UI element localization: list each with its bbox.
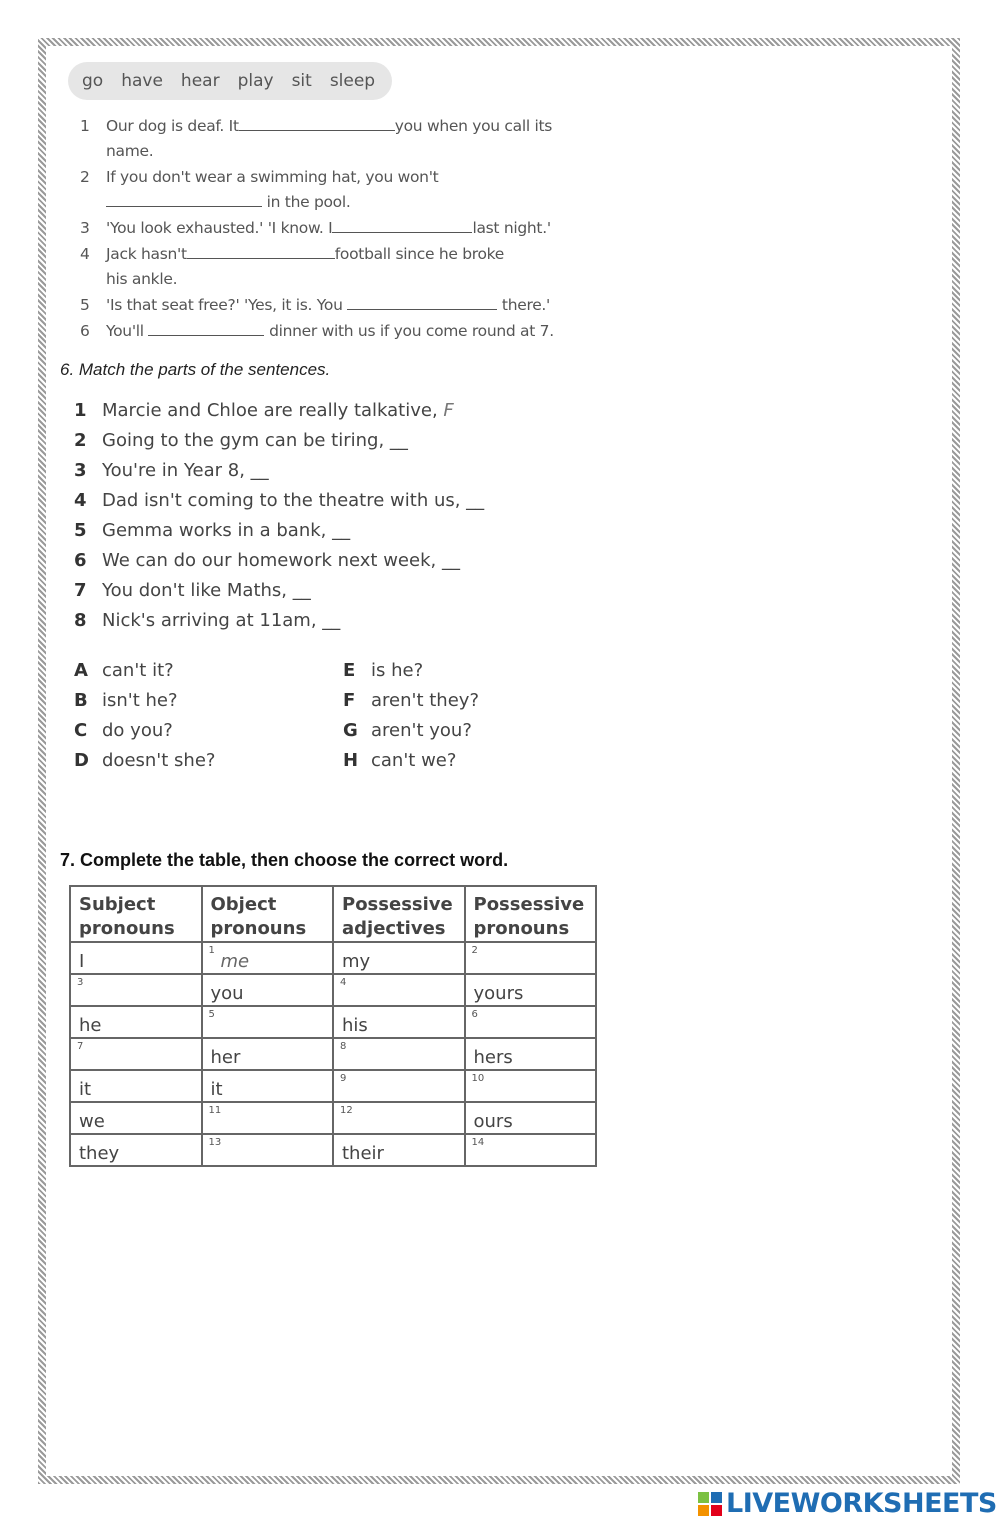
item-text: name. bbox=[106, 142, 154, 160]
pronoun-table bbox=[69, 885, 597, 1167]
cell-number: 13 bbox=[208, 1137, 222, 1148]
sentence-number: 1 bbox=[74, 400, 87, 421]
sentence-number: 7 bbox=[74, 580, 87, 601]
cell-number: 5 bbox=[208, 1009, 215, 1020]
exercise-5-item-cont bbox=[106, 190, 351, 214]
table-row bbox=[70, 942, 596, 974]
sentence-text[interactable]: Going to the gym can be tiring, __ bbox=[102, 430, 408, 451]
cell-value: it bbox=[79, 1079, 92, 1100]
option-letter: D bbox=[74, 750, 89, 771]
sentence-text[interactable]: Gemma works in a bank, __ bbox=[102, 520, 351, 541]
item-text: last night.' bbox=[472, 219, 551, 237]
option-letter: C bbox=[74, 720, 88, 741]
cell-value: he bbox=[79, 1015, 102, 1036]
table-row bbox=[70, 974, 596, 1006]
item-text: in the pool. bbox=[266, 193, 351, 211]
liveworksheets-logo bbox=[698, 1488, 997, 1519]
option-row bbox=[343, 656, 423, 686]
exercise-5-item bbox=[80, 114, 552, 138]
table-cell[interactable] bbox=[465, 1070, 597, 1102]
table-row bbox=[70, 1070, 596, 1102]
cell-value bbox=[474, 943, 588, 951]
column-header: Possessive adjectives bbox=[333, 886, 465, 942]
item-text: dinner with us if you come round at 7. bbox=[269, 322, 554, 340]
table-cell bbox=[202, 1070, 334, 1102]
cell-value bbox=[342, 975, 456, 983]
table-cell bbox=[465, 1102, 597, 1134]
cell-value bbox=[79, 975, 193, 983]
table-cell[interactable] bbox=[202, 1006, 334, 1038]
sentence-number: 2 bbox=[74, 430, 87, 451]
answer-blank[interactable] bbox=[106, 192, 262, 207]
answer-blank[interactable] bbox=[347, 295, 497, 310]
option-text: doesn't she? bbox=[102, 750, 216, 771]
cell-number: 8 bbox=[340, 1041, 347, 1052]
table-row bbox=[70, 1102, 596, 1134]
table-cell bbox=[202, 942, 334, 974]
exercise-7-heading: 7. Complete the table, then choose the correct word. bbox=[60, 850, 509, 870]
sentence-row bbox=[74, 396, 454, 426]
cell-value bbox=[474, 1135, 588, 1143]
cell-number: 9 bbox=[340, 1073, 347, 1084]
item-text: you when you call its bbox=[394, 117, 553, 135]
cell-value: yours bbox=[473, 983, 524, 1004]
table-cell[interactable] bbox=[465, 1134, 597, 1166]
word-box bbox=[68, 62, 392, 100]
cell-value: her bbox=[210, 1047, 241, 1068]
word-box-item: sleep bbox=[329, 71, 376, 91]
table-cell[interactable] bbox=[70, 974, 202, 1006]
cell-value: they bbox=[79, 1143, 120, 1164]
answer-blank[interactable] bbox=[148, 321, 264, 336]
option-row bbox=[343, 716, 472, 746]
item-number: 5 bbox=[80, 296, 90, 314]
table-cell bbox=[465, 974, 597, 1006]
cell-number: 10 bbox=[471, 1073, 485, 1084]
sentence-row bbox=[74, 546, 460, 576]
sentence-answer[interactable]: F bbox=[443, 400, 454, 421]
table-cell[interactable] bbox=[70, 1038, 202, 1070]
sentence-row bbox=[74, 516, 350, 546]
table-cell[interactable] bbox=[465, 1006, 597, 1038]
table-cell bbox=[333, 1006, 465, 1038]
cell-value: hers bbox=[473, 1047, 513, 1068]
option-letter: G bbox=[343, 720, 358, 741]
sentence-number: 3 bbox=[74, 460, 87, 481]
cell-value bbox=[211, 1103, 325, 1111]
sentence-number: 5 bbox=[74, 520, 87, 541]
item-text: Jack hasn't bbox=[106, 245, 187, 263]
option-text: can't we? bbox=[371, 750, 457, 771]
column-header: Possessive pronouns bbox=[465, 886, 597, 942]
sentence-row bbox=[74, 576, 311, 606]
word-box-item: play bbox=[237, 71, 274, 91]
option-letter: E bbox=[343, 660, 356, 681]
table-cell bbox=[70, 1134, 202, 1166]
table-cell bbox=[333, 942, 465, 974]
answer-blank[interactable] bbox=[332, 218, 472, 233]
option-letter: A bbox=[74, 660, 88, 681]
sentence-text[interactable]: Nick's arriving at 11am, __ bbox=[102, 610, 341, 631]
option-row bbox=[74, 746, 215, 776]
table-cell bbox=[333, 1134, 465, 1166]
column-header: Subject pronouns bbox=[70, 886, 202, 942]
item-number: 2 bbox=[80, 168, 90, 186]
table-cell[interactable] bbox=[202, 1134, 334, 1166]
cell-value bbox=[474, 1007, 588, 1015]
item-number: 4 bbox=[80, 245, 90, 263]
exercise-6-heading: 6. Match the parts of the sentences. bbox=[60, 360, 331, 379]
answer-blank[interactable] bbox=[187, 244, 335, 259]
sentence-text[interactable]: We can do our homework next week, __ bbox=[102, 550, 460, 571]
word-box-item: hear bbox=[180, 71, 220, 91]
item-text: there.' bbox=[501, 296, 551, 314]
cell-value: his bbox=[342, 1015, 368, 1036]
sentence-number: 6 bbox=[74, 550, 87, 571]
option-row bbox=[74, 656, 174, 686]
option-row bbox=[74, 686, 178, 716]
cell-value: ours bbox=[473, 1111, 513, 1132]
table-cell bbox=[70, 1006, 202, 1038]
cell-number: 12 bbox=[340, 1105, 353, 1116]
cell-number: 1 bbox=[208, 945, 215, 956]
table-row bbox=[70, 1006, 596, 1038]
option-text: aren't you? bbox=[371, 720, 472, 741]
word-box-item: go bbox=[82, 71, 104, 91]
table-cell[interactable] bbox=[202, 1102, 334, 1134]
cell-number: 7 bbox=[77, 1041, 84, 1052]
table-cell bbox=[70, 1070, 202, 1102]
sentence-row bbox=[74, 486, 484, 516]
cell-value: my bbox=[342, 951, 371, 972]
option-letter: B bbox=[74, 690, 88, 711]
sentence-text: Marcie and Chloe are really talkative, bbox=[102, 400, 444, 421]
sentence-number: 4 bbox=[74, 490, 87, 511]
table-cell[interactable] bbox=[333, 1070, 465, 1102]
table-row bbox=[70, 1134, 596, 1166]
cell-value bbox=[474, 1071, 588, 1079]
exercise-5-item bbox=[80, 319, 554, 343]
option-text: aren't they? bbox=[371, 690, 479, 711]
cell-value: it bbox=[210, 1079, 223, 1100]
cell-value: you bbox=[210, 983, 244, 1004]
table-cell[interactable] bbox=[333, 1102, 465, 1134]
cell-number: 6 bbox=[471, 1009, 478, 1020]
option-row bbox=[343, 686, 479, 716]
cell-value bbox=[342, 1039, 456, 1047]
sentence-row bbox=[74, 426, 408, 456]
cell-value bbox=[79, 1039, 193, 1047]
item-text: You'll bbox=[106, 322, 144, 340]
cell-number: 2 bbox=[471, 945, 478, 956]
table-cell bbox=[465, 1038, 597, 1070]
table-cell[interactable] bbox=[465, 942, 597, 974]
cell-value bbox=[211, 1135, 325, 1143]
cell-value: me bbox=[220, 951, 250, 972]
cell-value bbox=[211, 1007, 325, 1015]
option-text: isn't he? bbox=[102, 690, 178, 711]
sentence-number: 8 bbox=[74, 610, 87, 631]
cell-value: we bbox=[79, 1111, 105, 1132]
table-cell[interactable] bbox=[333, 1038, 465, 1070]
item-text: Our dog is deaf. It bbox=[106, 117, 239, 135]
sentence-text[interactable]: You're in Year 8, __ bbox=[102, 460, 269, 481]
item-text: football since he broke bbox=[334, 245, 505, 263]
exercise-5-item bbox=[80, 293, 550, 317]
table-cell bbox=[202, 1038, 334, 1070]
exercise-5-item bbox=[80, 216, 551, 240]
cell-number: 11 bbox=[208, 1105, 222, 1116]
sentence-text[interactable]: Dad isn't coming to the theatre with us, __ bbox=[102, 490, 485, 511]
cell-value: their bbox=[342, 1143, 384, 1164]
sentence-text[interactable]: You don't like Maths, __ bbox=[102, 580, 311, 601]
item-text: 'Is that seat free?' 'Yes, it is. You bbox=[106, 296, 343, 314]
item-text: his ankle. bbox=[106, 270, 178, 288]
column-header: Object pronouns bbox=[202, 886, 334, 942]
table-cell[interactable] bbox=[333, 974, 465, 1006]
logo-icon bbox=[698, 1492, 722, 1516]
word-box-item: sit bbox=[291, 71, 312, 91]
cell-number: 3 bbox=[77, 977, 84, 988]
word-box-item: have bbox=[121, 71, 163, 91]
option-row bbox=[343, 746, 456, 776]
table-cell bbox=[202, 974, 334, 1006]
cell-value: I bbox=[79, 951, 85, 972]
answer-blank[interactable] bbox=[239, 116, 395, 131]
logo-text: LIVEWORKSHEETS bbox=[726, 1488, 997, 1519]
item-number: 3 bbox=[80, 219, 90, 237]
exercise-5-item bbox=[80, 165, 438, 189]
option-text: do you? bbox=[102, 720, 173, 741]
option-text: can't it? bbox=[102, 660, 174, 681]
exercise-5-item bbox=[80, 242, 504, 266]
sentence-row bbox=[74, 456, 269, 486]
table-cell bbox=[70, 942, 202, 974]
option-text: is he? bbox=[371, 660, 424, 681]
table-header-row bbox=[70, 886, 596, 942]
table-cell bbox=[70, 1102, 202, 1134]
cell-value bbox=[342, 1071, 456, 1079]
sentence-row bbox=[74, 606, 340, 636]
table-row bbox=[70, 1038, 596, 1070]
item-text: If you don't wear a swimming hat, you won't bbox=[106, 168, 439, 186]
cell-value bbox=[342, 1103, 456, 1111]
cell-number: 4 bbox=[340, 977, 347, 988]
option-row bbox=[74, 716, 173, 746]
option-letter: F bbox=[343, 690, 356, 711]
item-text: 'You look exhausted.' 'I know. I bbox=[106, 219, 333, 237]
item-number: 6 bbox=[80, 322, 90, 340]
item-number: 1 bbox=[80, 117, 90, 135]
cell-number: 14 bbox=[471, 1137, 485, 1148]
option-letter: H bbox=[343, 750, 359, 771]
